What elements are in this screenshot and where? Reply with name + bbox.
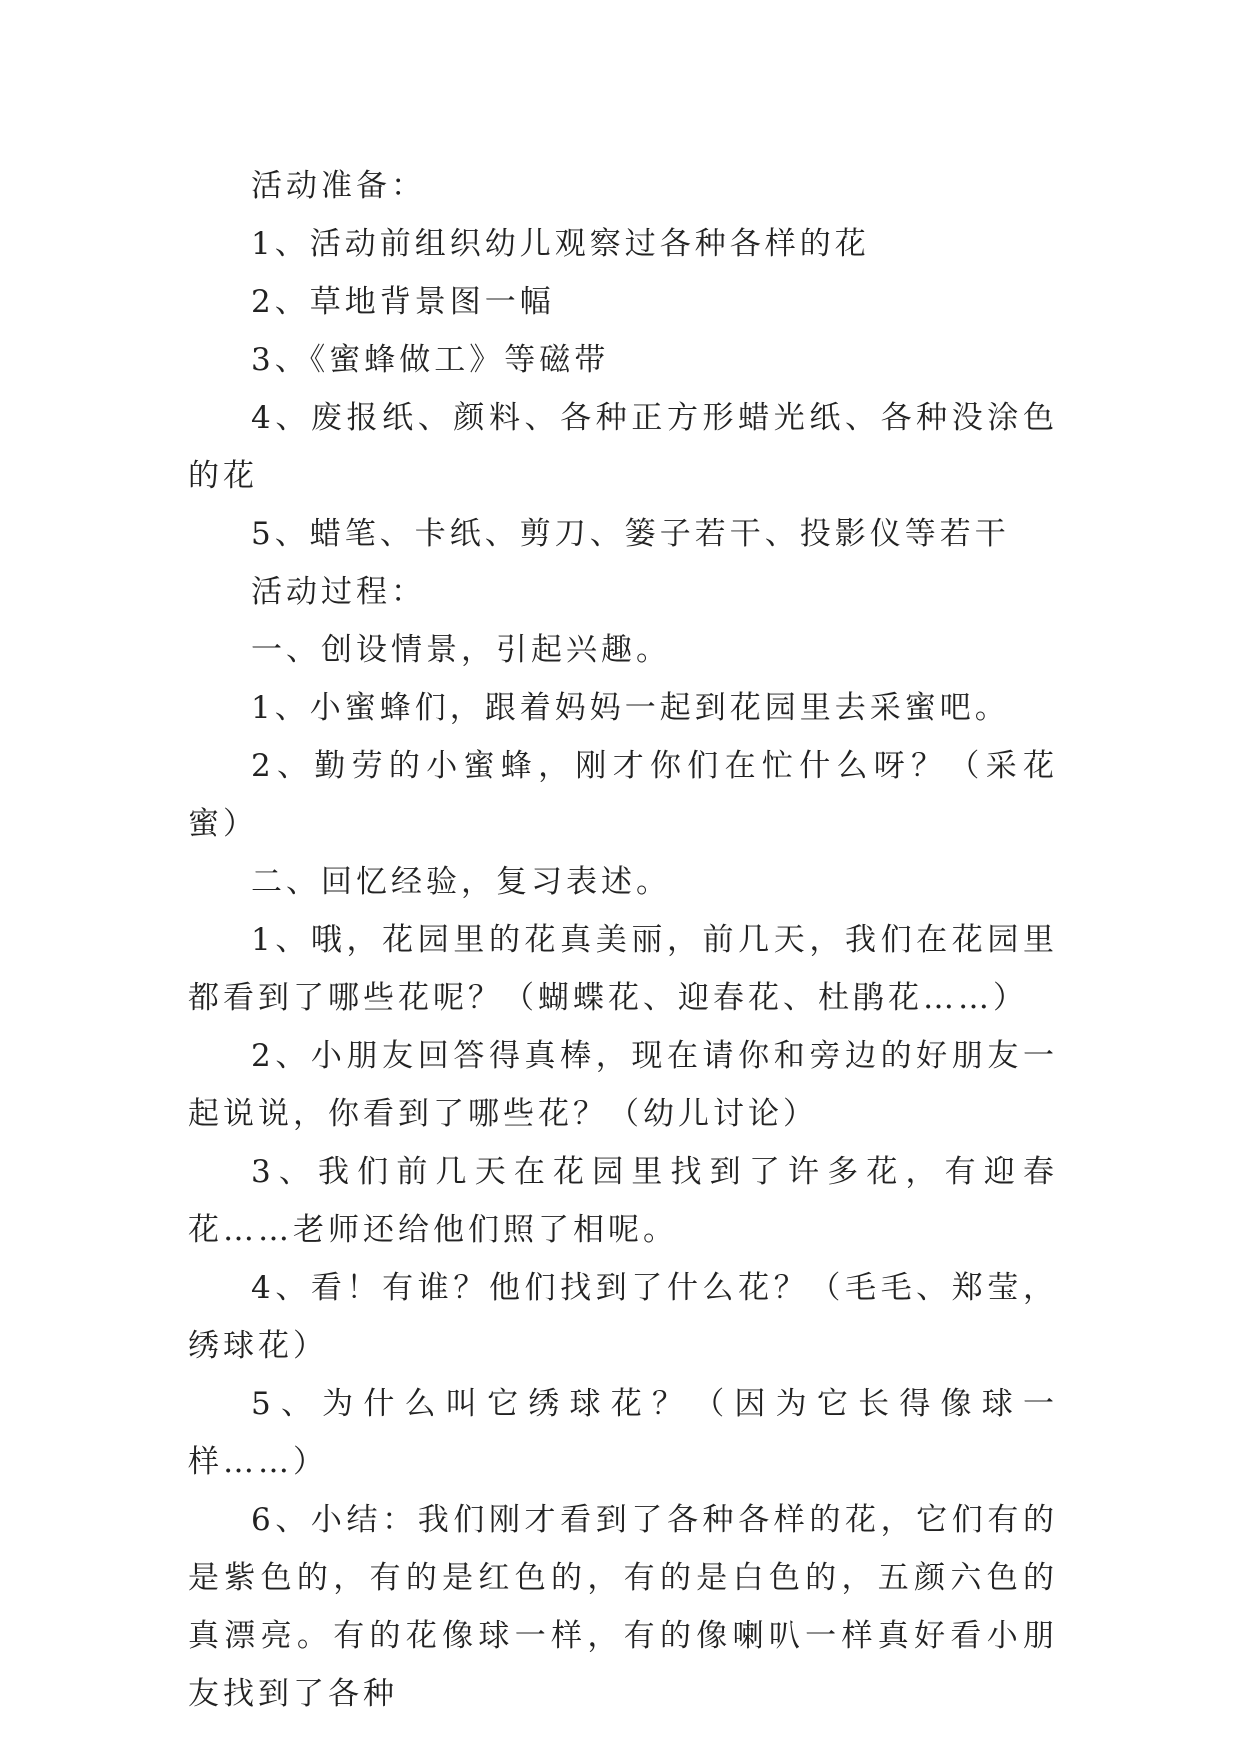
- list-item: 3、《蜜蜂做工》等磁带: [251, 342, 610, 378]
- list-item: 1、小蜜蜂们，跟着妈妈一起到花园里去采蜜吧。: [251, 690, 1010, 726]
- list-item: 1、哦，花园里的花真美丽，前几天，我们在花园里都看到了哪些花呢？（蝴蝶花、迎春花、杜鹃花……）: [188, 922, 1058, 1016]
- section-heading: 二、回忆经验，复习表述。: [251, 864, 671, 900]
- list-item: 2、草地背景图一幅: [251, 284, 555, 320]
- list-item: 4、看！有谁？他们找到了什么花？（毛毛、郑莹，绣球花）: [188, 1270, 1058, 1364]
- list-item: 5、为什么叫它绣球花？（因为它长得像球一样……）: [188, 1386, 1058, 1480]
- list-item: 1、活动前组织幼儿观察过各种各样的花: [251, 226, 870, 262]
- list-item: 4、废报纸、颜料、各种正方形蜡光纸、各种没涂色的花: [188, 400, 1058, 494]
- list-item: 6、小结：我们刚才看到了各种各样的花，它们有的是紫色的，有的是红色的，有的是白色的，五颜六色的真漂亮。有的花像球一样，有的像喇叭一样真好看小朋友找到了各种: [188, 1502, 1058, 1712]
- heading-activity-process: 活动过程：: [251, 574, 426, 610]
- document-body: [188, 157, 1058, 1723]
- list-item: 5、蜡笔、卡纸、剪刀、篓子若干、投影仪等若干: [251, 516, 1010, 552]
- list-item: 2、勤劳的小蜜蜂，刚才你们在忙什么呀？（采花蜜）: [188, 748, 1058, 842]
- list-item: 3、我们前几天在花园里找到了许多花，有迎春花……老师还给他们照了相呢。: [188, 1154, 1058, 1248]
- heading-activity-preparation: 活动准备：: [251, 168, 426, 204]
- list-item: 2、小朋友回答得真棒，现在请你和旁边的好朋友一起说说，你看到了哪些花？（幼儿讨论）: [188, 1038, 1058, 1132]
- section-heading: 一、创设情景，引起兴趣。: [251, 632, 671, 668]
